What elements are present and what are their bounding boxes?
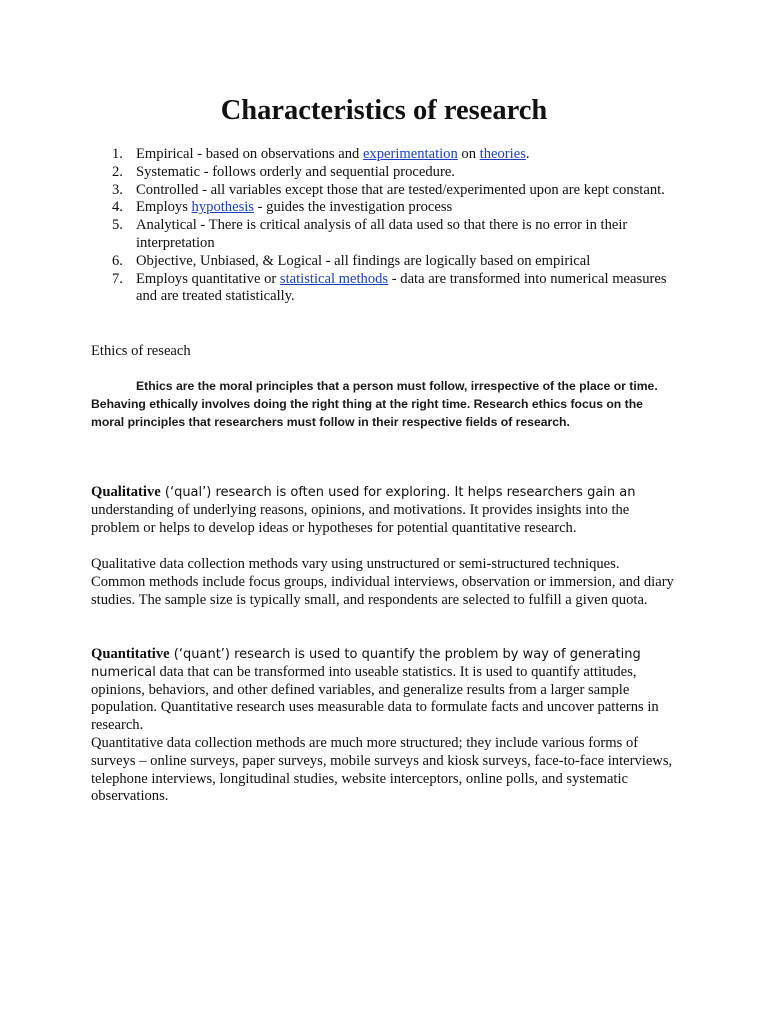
ethics-paragraph: Ethics are the moral principles that a person must follow, irrespective of the place or time. Behaving ethically involves doing the right thing at the right time. Research ethics focus on the moral principles that researchers must follow in their respective fields of research. bbox=[91, 379, 658, 429]
list-item bbox=[108, 164, 668, 182]
list-item bbox=[108, 271, 668, 307]
quantitative-term: Quantitative bbox=[91, 646, 170, 662]
list-item-text: on bbox=[457, 146, 480, 162]
list-item bbox=[108, 146, 668, 164]
quantitative-description: data that can be transformed into useable statistics. It is used to quantify attitudes, opinions, behaviors, and other defined variables, and generalize results from a larger sample population. Quantitative research uses measurable data to formulate facts and uncover patterns in research. bbox=[91, 663, 659, 734]
link-experimentation[interactable]: experimentation bbox=[362, 146, 458, 162]
quantitative-methods-paragraph: Quantitative data collection methods are much more structured; they include various forms of surveys – online surveys, paper surveys, mobile surveys and kiosk surveys, face-to-face interviews, telephone interviews, longitudinal studies, website interceptors, online polls, and systematic observations. bbox=[91, 735, 673, 805]
list-item bbox=[108, 253, 668, 271]
characteristics-list bbox=[108, 146, 668, 306]
link-hypothesis[interactable]: hypothesis bbox=[191, 199, 254, 216]
list-item-text: Employs quantitative or bbox=[136, 270, 280, 287]
list-item-text: Systematic - follows orderly and sequential procedure. bbox=[136, 163, 455, 180]
list-item-number: 7. bbox=[112, 270, 123, 287]
link-theories[interactable]: theories bbox=[479, 146, 526, 162]
list-item bbox=[108, 217, 668, 253]
list-item-text: - data are transformed into numerical measures and are treated statistically. bbox=[136, 270, 667, 305]
qualitative-paragraph bbox=[91, 484, 676, 537]
qualitative-intro: (‘qual’) research is often used for exploring. It helps researchers gain an bbox=[160, 485, 636, 500]
list-item bbox=[108, 199, 668, 217]
list-item-number: 1. bbox=[112, 146, 123, 162]
list-item-number: 3. bbox=[112, 181, 123, 198]
list-item-text: . bbox=[525, 146, 530, 162]
qualitative-methods-paragraph: Qualitative data collection methods vary using unstructured or semi-structured techniques. Common methods include focus groups, individual interviews, observation or immersion, and diary studies. The sample size is typically small, and respondents are selected to fulfill a given quota. bbox=[91, 556, 674, 608]
list-item-text: Employs bbox=[136, 199, 192, 216]
list-item-text: Controlled - all variables except those that are tested/experimented upon are kept constant. bbox=[136, 181, 665, 198]
link-statistical-methods[interactable]: statistical methods bbox=[279, 270, 389, 287]
list-item-text: Objective, Unbiased, & Logical - all findings are logically based on empirical bbox=[136, 252, 591, 269]
list-item bbox=[108, 182, 668, 200]
list-item-text: Empirical - based on observations and bbox=[136, 146, 363, 162]
quantitative-paragraph bbox=[91, 646, 676, 735]
list-item-text: - guides the investigation process bbox=[253, 199, 453, 216]
quantitative-intro: (‘quant’) research is used to quantify the problem by way of generating numerical bbox=[91, 647, 641, 680]
list-item-text: Analytical - There is critical analysis of all data used so that there is no error in their interpretation bbox=[136, 217, 628, 251]
ethics-heading: Ethics of reseach bbox=[91, 343, 191, 359]
list-item-number: 6. bbox=[112, 252, 123, 269]
qualitative-term: Qualitative bbox=[91, 484, 161, 500]
qualitative-description: understanding of underlying reasons, opinions, and motivations. It provides insights into the problem or helps to develop ideas or hypotheses for potential quantitative research. bbox=[91, 501, 630, 536]
list-item-number: 5. bbox=[112, 217, 123, 234]
list-item-number: 2. bbox=[112, 163, 123, 180]
page-title: Characteristics of research bbox=[220, 95, 548, 126]
list-item-number: 4. bbox=[112, 199, 123, 216]
